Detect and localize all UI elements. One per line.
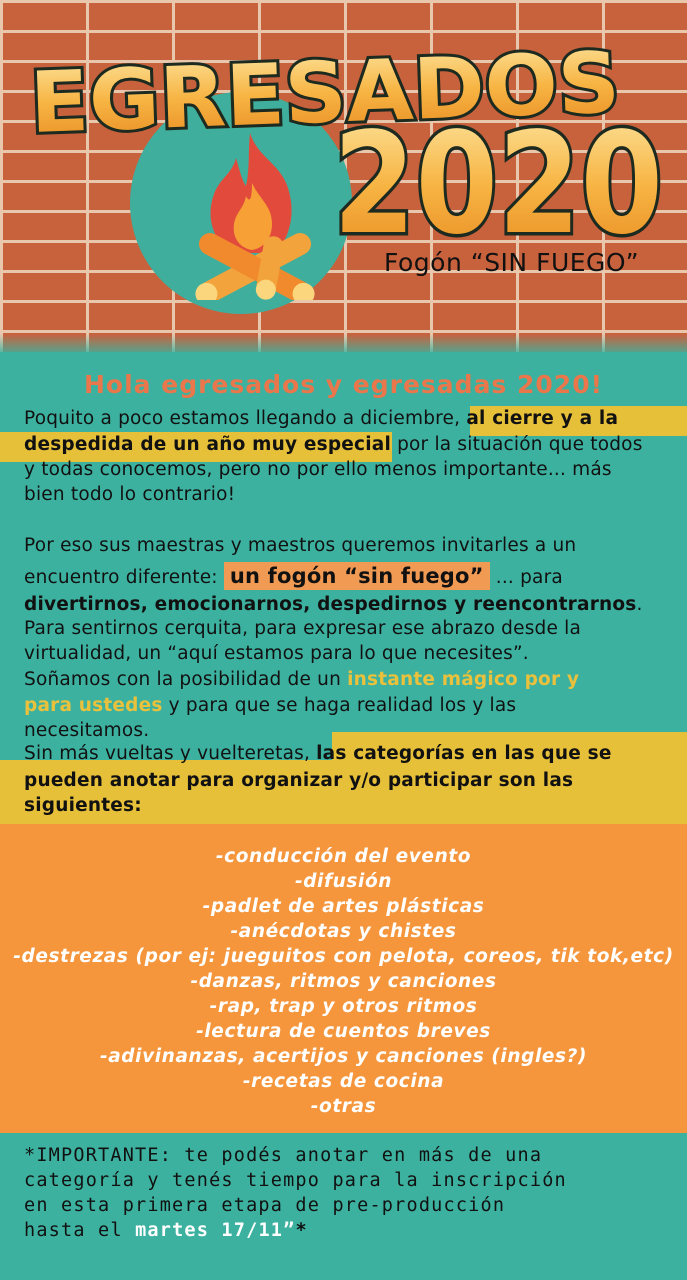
intro-section: [0, 352, 687, 824]
header-brick-wall: [0, 0, 687, 352]
title-year: 2020: [333, 103, 663, 254]
header-fade: [0, 334, 687, 352]
category-item: -anécdotas y chistes: [230, 921, 457, 942]
note-line: categoría y tenés tiempo para la inscripción: [24, 1170, 567, 1191]
graffiti-title: [18, 4, 678, 254]
intro-line: necesitamos.: [24, 720, 150, 741]
note-line: en esta primera etapa de pre-producción: [24, 1195, 506, 1216]
intro-line: pueden anotar para organizar y/o participar son las: [24, 770, 574, 791]
category-item: -recetas de cocina: [242, 1071, 445, 1092]
category-item: -otras: [310, 1096, 377, 1117]
event-subtitle: Fogón “SIN FUEGO”: [384, 248, 640, 277]
intro-line: Para sentirnos cerquita, para expresar ese abrazo desde la: [24, 618, 582, 639]
category-item: -lectura de cuentos breves: [196, 1021, 491, 1042]
intro-line: virtualidad, un “aquí estamos para lo que necesites”.: [24, 643, 529, 664]
intro-line: para ustedes y para que se haga realidad los y las: [24, 695, 517, 716]
category-item: -adivinanzas, acertijos y canciones (ingles?): [99, 1046, 588, 1067]
title-egresados: EGRESADOS: [28, 33, 608, 153]
categories-list: [0, 846, 687, 1121]
note-line: *IMPORTANTE: te podés anotar en más de una: [24, 1145, 543, 1166]
category-item: -padlet de artes plásticas: [202, 896, 485, 917]
category-item: -destrezas (por ej: jueguitos con pelota, coreos, tik tok,etc): [13, 946, 674, 967]
important-note: [0, 1133, 687, 1280]
intro-line: Sin más vueltas y vuelteretas, las categorías en las que se: [24, 743, 612, 764]
intro-line: bien todo lo contrario!: [24, 484, 236, 505]
highlight-fogon: un fogón “sin fuego”: [224, 562, 490, 590]
deadline-date: martes 17/11”: [135, 1220, 296, 1241]
intro-line: despedida de un año muy especial por la situación que todos: [24, 434, 643, 455]
intro-line: Por eso sus maestras y maestros queremos invitarles a un: [24, 535, 577, 556]
categories-section: [0, 824, 687, 1133]
intro-line: Soñamos con la posibilidad de un instante mágico por y: [24, 669, 580, 690]
category-item: -difusión: [294, 871, 393, 892]
greeting-heading: Hola egresados y egresadas 2020!: [84, 370, 603, 399]
intro-line: divertirnos, emocionarnos, despedirnos y reencontrarnos.: [24, 594, 643, 615]
intro-line: y todas conocemos, pero no por ello menos importante... más: [24, 459, 612, 480]
intro-line: siguientes:: [24, 795, 142, 816]
intro-line: Poquito a poco estamos llegando a diciembre, al cierre y a la: [24, 408, 619, 429]
category-item: -danzas, ritmos y canciones: [190, 971, 497, 992]
intro-line: encuentro diferente: un fogón “sin fuego” ... para: [24, 564, 563, 588]
category-item: -rap, trap y otros ritmos: [209, 996, 478, 1017]
note-line: hasta el martes 17/11”*: [24, 1220, 308, 1241]
category-item: -conducción del evento: [215, 846, 472, 867]
